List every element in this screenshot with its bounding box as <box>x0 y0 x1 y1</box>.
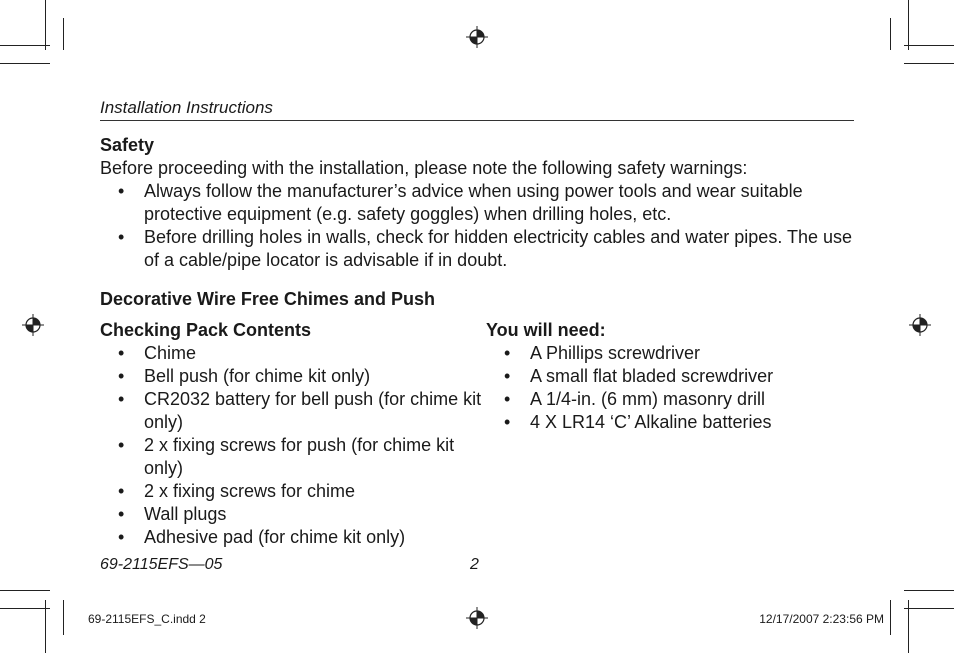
need-list <box>486 342 856 434</box>
registration-mark-icon <box>22 314 44 336</box>
slug-filename: 69-2115EFS_C.indd 2 <box>88 612 206 626</box>
product-heading: Decorative Wire Free Chimes and Push <box>100 289 435 309</box>
list-item: • A Phillips screwdriver <box>486 342 856 365</box>
slug-datetime: 12/17/2007 2:23:56 PM <box>759 612 884 626</box>
need-heading: You will need: <box>486 320 606 340</box>
list-item: • A 1/4-in. (6 mm) masonry drill <box>486 388 856 411</box>
safety-heading: Safety <box>100 135 155 155</box>
list-item: • Before drilling holes in walls, check for hidden electricity cables and water pipes. The use of a cable/pipe locator is advisable if in doubt. <box>100 226 860 272</box>
safety-list <box>100 180 860 272</box>
document-number: 69-2115EFS—05 <box>100 556 223 573</box>
list-item: • Always follow the manufacturer’s advice when using power tools and wear suitable protective equipment (e.g. safety goggles) when drilling holes, etc. <box>100 180 860 226</box>
pack-heading: Checking Pack Contents <box>100 320 312 340</box>
list-item: • Adhesive pad (for chime kit only) <box>100 526 486 549</box>
list-item: • 4 X LR14 ‘C’ Alkaline batteries <box>486 411 856 434</box>
list-item: • A small flat bladed screwdriver <box>486 365 856 388</box>
list-item: • Wall plugs <box>100 503 486 526</box>
tools-needed-column <box>486 319 856 549</box>
registration-mark-icon <box>466 26 488 48</box>
page-body <box>100 134 860 549</box>
list-item: • 2 x fixing screws for chime <box>100 480 486 503</box>
page-number: 2 <box>470 556 479 573</box>
pack-list <box>100 342 486 549</box>
registration-mark-icon <box>909 314 931 336</box>
registration-mark-icon <box>466 607 488 629</box>
list-item: • CR2032 battery for bell push (for chime kit only) <box>100 388 486 434</box>
list-item: • Bell push (for chime kit only) <box>100 365 486 388</box>
list-item: • 2 x fixing screws for push (for chime kit only) <box>100 434 486 480</box>
pack-contents-column <box>100 319 486 549</box>
running-header: Installation Instructions <box>100 98 854 121</box>
list-item: • Chime <box>100 342 486 365</box>
two-column-section <box>100 319 860 549</box>
safety-intro: Before proceeding with the installation, please note the following safety warnings: <box>100 158 748 178</box>
